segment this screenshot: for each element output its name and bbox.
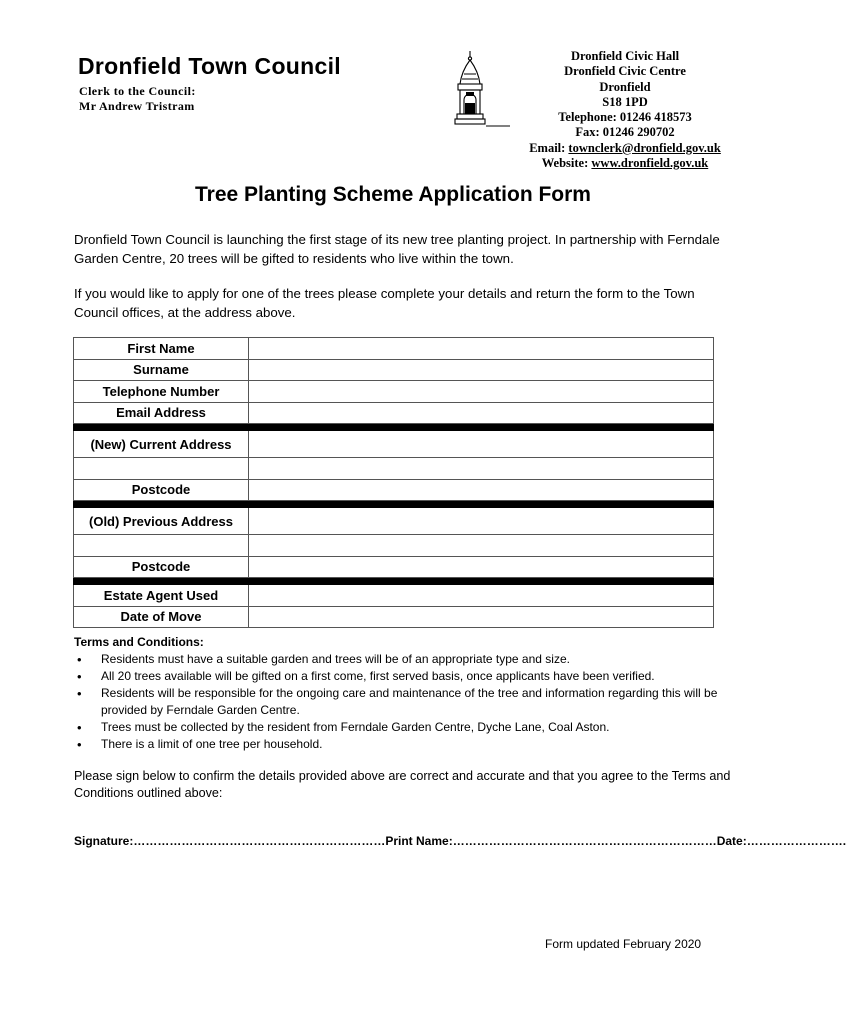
- old-address-label: (Old) Previous Address: [74, 508, 249, 535]
- signature-field[interactable]: ………………………………………………………: [133, 834, 386, 848]
- address-line: Dronfield Civic Centre: [564, 64, 686, 79]
- list-item: • There is a limit of one tree per household.: [74, 736, 724, 753]
- confirm-paragraph: Please sign below to confirm the details provided above are correct and accurate and that you agree to the Terms and Conditions outlined above:: [74, 769, 731, 800]
- estate-agent-label: Estate Agent Used: [74, 585, 249, 607]
- separator-cell: [74, 501, 249, 508]
- table-separator: [74, 424, 714, 431]
- print-name-field[interactable]: …………………………………………………………: [452, 834, 717, 848]
- table-separator: [74, 501, 714, 508]
- email-label: Email Address: [74, 402, 249, 424]
- signature-label: Signature:: [74, 834, 134, 848]
- list-item: • All 20 trees available will be gifted on a first come, first served basis, once applicants have been verified.: [74, 668, 724, 685]
- old-address-line2-field[interactable]: [249, 535, 714, 557]
- first-name-label: First Name: [74, 338, 249, 360]
- clerk-title: Clerk to the Council:: [79, 84, 196, 98]
- old-address-field[interactable]: [249, 508, 714, 535]
- telephone: Telephone: 01246 418573: [558, 110, 692, 125]
- fax: Fax: 01246 290702: [575, 125, 675, 140]
- civic-monument-icon: [450, 48, 510, 130]
- table-row: [74, 402, 714, 424]
- address-block: [505, 49, 745, 171]
- date-field[interactable]: …………………….: [746, 834, 846, 848]
- separator-cell: [249, 501, 714, 508]
- signature-line: [74, 834, 846, 848]
- table-row: [74, 458, 714, 480]
- website-row: [505, 156, 745, 171]
- apply-paragraph: If you would like to apply for one of the trees please complete your details and return the form to the Town Council offices, at the address above.: [74, 286, 695, 320]
- email-field[interactable]: [249, 402, 714, 424]
- email-row: [505, 141, 745, 156]
- date-label: Date:: [716, 834, 747, 848]
- terms-title: Terms and Conditions:: [74, 635, 204, 649]
- new-address-line2-label: [74, 458, 249, 480]
- new-address-field[interactable]: [249, 431, 714, 458]
- old-postcode-label: Postcode: [74, 556, 249, 578]
- table-row: [74, 535, 714, 557]
- terms-list: [74, 651, 724, 753]
- address-line: Dronfield: [599, 79, 651, 94]
- estate-agent-field[interactable]: [249, 585, 714, 607]
- telephone-field[interactable]: [249, 381, 714, 403]
- form-title: Tree Planting Scheme Application Form: [195, 183, 591, 206]
- table-row: [74, 479, 714, 501]
- new-address-label: (New) Current Address: [74, 431, 249, 458]
- website-link[interactable]: www.dronfield.gov.uk: [591, 156, 709, 171]
- surname-field[interactable]: [249, 359, 714, 381]
- separator-cell: [74, 578, 249, 585]
- list-item: • Residents will be responsible for the ongoing care and maintenance of the tree and information regarding this will be provided by Ferndale Garden Centre.: [74, 685, 724, 719]
- email-label: Email:: [529, 140, 569, 155]
- address-line: Dronfield Civic Hall: [570, 49, 680, 63]
- new-postcode-label: Postcode: [74, 479, 249, 501]
- old-postcode-field[interactable]: [249, 556, 714, 578]
- separator-cell: [249, 424, 714, 431]
- list-item: • Trees must be collected by the resident from Ferndale Garden Centre, Dyche Lane, Coal Aston.: [74, 719, 724, 736]
- first-name-field[interactable]: [249, 338, 714, 360]
- clerk-name: Mr Andrew Tristram: [79, 99, 195, 113]
- table-row: [74, 431, 714, 458]
- clerk-block: [79, 84, 196, 114]
- table-row: [74, 508, 714, 535]
- table-row: [74, 381, 714, 403]
- separator-cell: [74, 424, 249, 431]
- date-of-move-field[interactable]: [249, 606, 714, 628]
- table-separator: [74, 578, 714, 585]
- website-label: Website:: [541, 156, 592, 171]
- separator-cell: [249, 578, 714, 585]
- table-row: [74, 585, 714, 607]
- table-row: [74, 606, 714, 628]
- list-item: • Residents must have a suitable garden and trees will be of an appropriate type and size.: [74, 651, 724, 668]
- new-address-line2-field[interactable]: [249, 458, 714, 480]
- surname-label: Surname: [74, 359, 249, 381]
- council-name: Dronfield Town Council: [78, 53, 341, 79]
- table-row: [74, 338, 714, 360]
- telephone-label: Telephone Number: [74, 381, 249, 403]
- intro-paragraph: Dronfield Town Council is launching the first stage of its new tree planting project. In partnership with Ferndale Garden Centre, 20 trees will be gifted to residents who live within the town.: [74, 232, 720, 266]
- old-address-line2-label: [74, 535, 249, 557]
- date-of-move-label: Date of Move: [74, 606, 249, 628]
- address-postcode: S18 1PD: [602, 94, 648, 109]
- form-updated-note: Form updated February 2020: [545, 937, 702, 951]
- print-name-label: Print Name:: [385, 834, 453, 848]
- new-postcode-field[interactable]: [249, 479, 714, 501]
- email-link[interactable]: townclerk@dronfield.gov.uk: [568, 140, 721, 155]
- application-table: [73, 337, 714, 628]
- table-row: [74, 359, 714, 381]
- table-row: [74, 556, 714, 578]
